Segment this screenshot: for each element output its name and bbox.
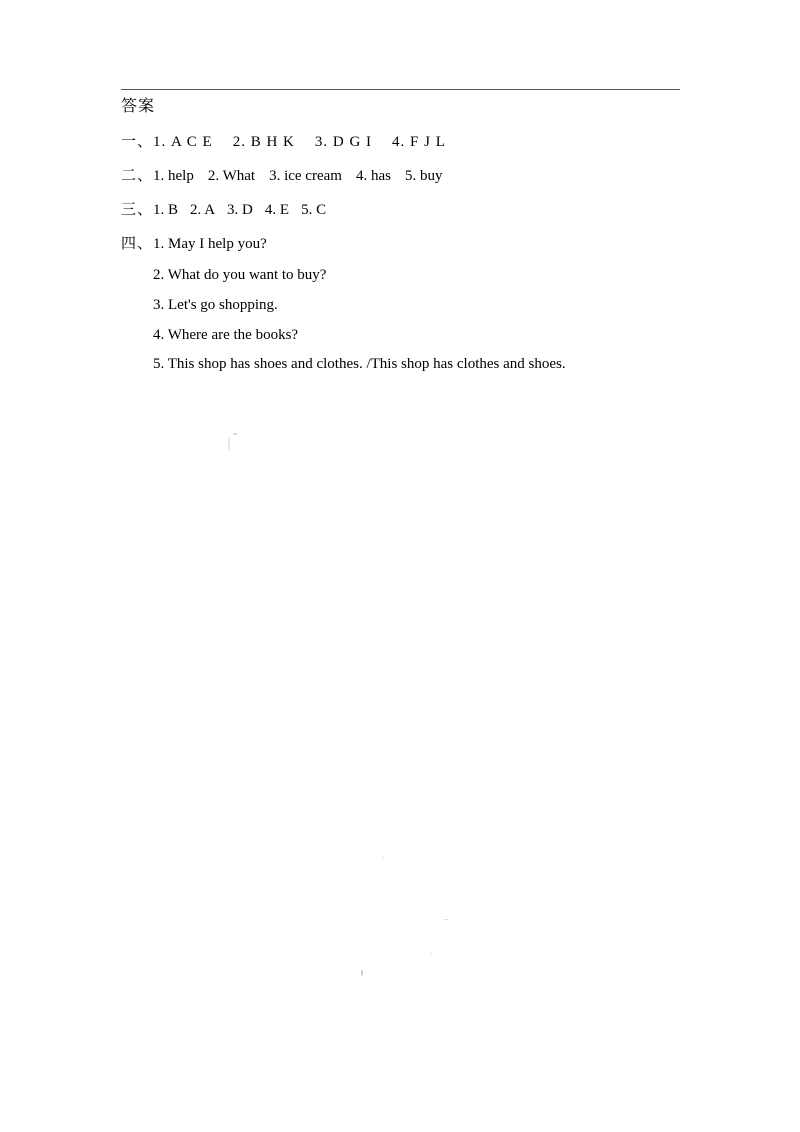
section-1-label: 一、 [121,132,154,150]
scan-speck [228,437,230,451]
answer-heading: 答案 [121,96,156,115]
section-4-item-4: 4. Where are the books? [153,327,299,343]
section-2-item-1: 1. help [153,168,194,184]
section-3-item-5: 5. C [301,202,327,218]
section-2-item-4: 4. has [355,168,391,184]
section-2-item-2: 2. What [207,168,256,184]
section-3-label: 三、 [121,200,154,218]
scan-speck [382,857,385,858]
section-4-item-3: 3. Let's go shopping. [153,297,278,313]
scan-speck [430,953,432,954]
section-3-item-2: 2. A [190,202,216,218]
section-4-label: 四、 [121,234,154,252]
section-1-item-4: 4. F J L [392,134,446,150]
section-1-item-3: 3. D G I [314,134,373,150]
section-2-item-3: 3. ice cream [269,168,342,184]
section-2-label: 二、 [121,166,154,184]
section-3-answers [121,199,326,220]
section-2-answers [121,165,442,186]
section-4-item-5: 5. This shop has shoes and clothes. /This shop has clothes and shoes. [153,356,566,372]
section-4-answers [121,233,267,254]
section-4-item-1: 1. May I help you? [153,236,267,252]
section-3-item-3: 3. D [227,202,253,218]
section-1-item-1: 1. A C E [153,134,213,150]
section-1-answers [121,131,446,152]
section-1-item-2: 2. B H K [232,134,295,150]
section-3-item-1: 1. B [153,202,179,218]
header-rule [121,89,680,90]
scan-speck [444,919,448,920]
scan-speck [233,433,237,435]
section-4-item-2: 2. What do you want to buy? [153,267,327,283]
scan-speck [361,970,363,976]
section-3-item-4: 4. E [264,202,290,218]
section-2-item-5: 5. buy [404,168,443,184]
